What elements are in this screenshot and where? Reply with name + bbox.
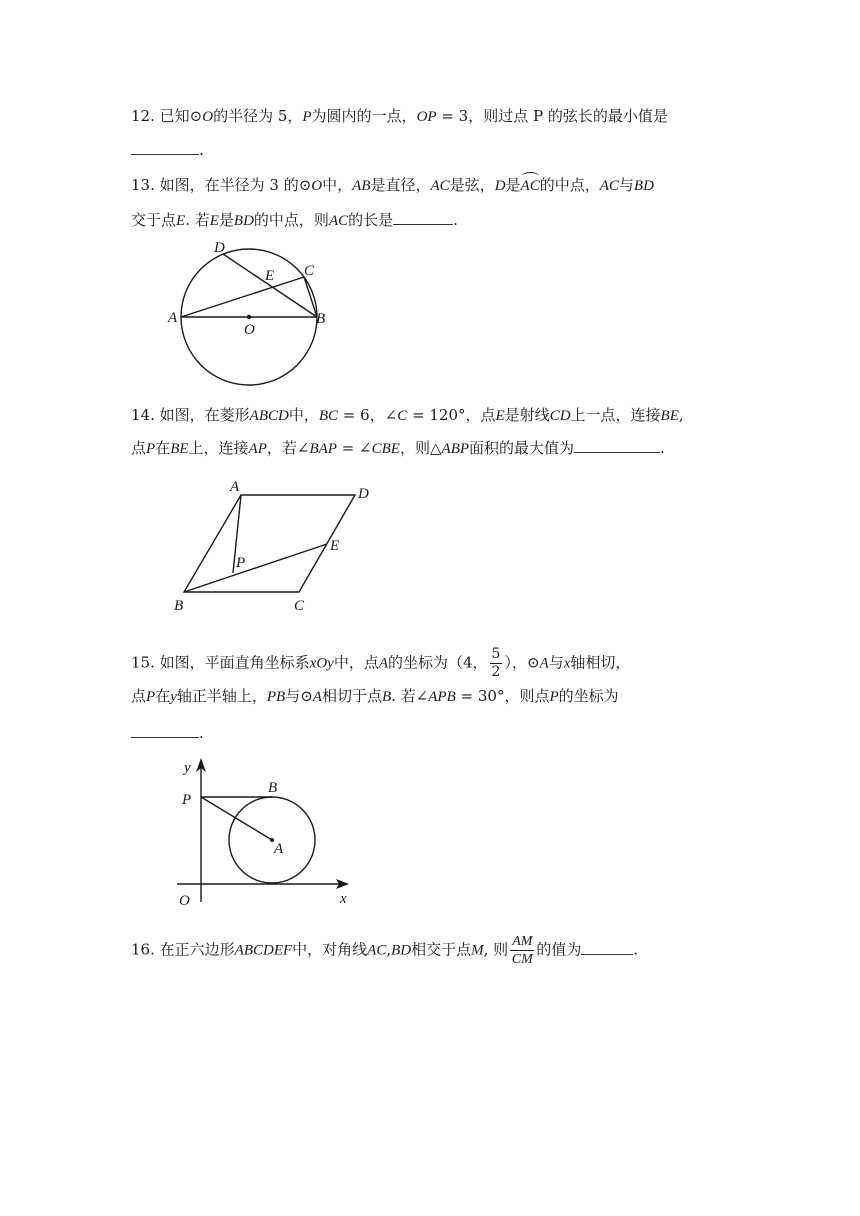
q13-segment-db — [223, 254, 317, 317]
q14-label-d: D — [358, 486, 369, 502]
q12-number: 12. — [131, 107, 155, 125]
q14-rhombus — [184, 495, 355, 592]
arc-ac: AC — [520, 178, 540, 194]
q13-line-2: 交于点E. 若E是BD的中点，则AC的长是 . — [131, 211, 458, 229]
fraction-am-over-cm: $\frac{AM}{CM}$ — [511, 934, 533, 967]
q15-label-x: x — [340, 891, 347, 907]
q13-label-c: C — [304, 263, 315, 279]
q13-label-a: A — [168, 310, 178, 326]
q14-number: 14. — [131, 406, 155, 424]
q13-label-e: E — [265, 268, 275, 284]
q12-line-2: . — [131, 140, 204, 160]
q15-segment-pa — [201, 797, 272, 840]
answer-blank[interactable] — [131, 723, 199, 738]
q14-label-a: A — [230, 479, 240, 495]
q15-label-y: y — [184, 760, 191, 776]
q13-label-d: D — [214, 240, 225, 256]
answer-blank[interactable] — [393, 210, 453, 225]
q15-label-a: A — [274, 841, 284, 857]
q12-line-1: 12. 已知⊙O的半径为 5，P为圆内的一点，OP = 3，则过点 P 的弦长的最小值是 — [131, 107, 668, 125]
q13-center-dot — [247, 315, 251, 319]
q14-label-b: B — [174, 598, 184, 614]
answer-blank[interactable] — [581, 940, 633, 955]
q14-segment-ap — [233, 495, 241, 573]
q15-circle-a — [229, 797, 315, 883]
q13-segment-ac — [181, 277, 304, 317]
q16-number: 16. — [131, 940, 155, 959]
q15-x-arrow — [336, 879, 349, 889]
answer-blank[interactable] — [131, 140, 199, 155]
q15-line-3: . — [131, 723, 204, 743]
q15-label-o: O — [179, 893, 190, 909]
q14-segment-be — [184, 544, 327, 592]
q14-line-1: 14. 如图，在菱形ABCD中，BC = 6，∠C = 120°，点E是射线CD上一点，连接BE, — [131, 406, 684, 424]
q15-label-p: P — [182, 792, 192, 808]
answer-blank[interactable] — [574, 438, 660, 453]
q13-label-o: O — [244, 322, 255, 338]
q15-y-arrow — [196, 758, 206, 772]
q13-segment-cb — [304, 277, 317, 317]
q14-line-2: 点P在BE上，连接AP，若∠BAP = ∠CBE，则△ABP面积的最大值为 . — [131, 439, 665, 457]
q15-number: 15. — [131, 653, 155, 672]
q13-line-1: 13. 如图，在半径为 3 的⊙O中，AB是直径，AC是弦，D是AC的中点，AC与BD — [131, 176, 654, 194]
q14-label-e: E — [330, 538, 340, 554]
q13-label-b: B — [316, 311, 326, 327]
q15-line-2: 点P在y轴正半轴上，PB与⊙A相切于点B. 若∠APB = 30°，则点P的坐标为 — [131, 687, 619, 705]
q13-number: 13. — [131, 176, 155, 194]
q15-line-1: 15. 如图，平面直角坐标系xOy中，点A的坐标为（4， $\frac{5}{2}$ ），⊙A与x轴相切， — [131, 646, 631, 680]
fraction-5-over-2: $\frac{5}{2}$ — [491, 646, 501, 680]
q14-label-p: P — [236, 555, 246, 571]
q16-line-1: 16. 在正六边形ABCDEF中，对角线AC,BD相交于点M, 则 $\frac{AM}{CM}$ 的值为 . — [131, 934, 639, 967]
q15-label-b: B — [268, 780, 278, 796]
q13-circle — [181, 249, 317, 385]
q15-center-dot — [270, 838, 274, 842]
q14-label-c: C — [294, 598, 305, 614]
